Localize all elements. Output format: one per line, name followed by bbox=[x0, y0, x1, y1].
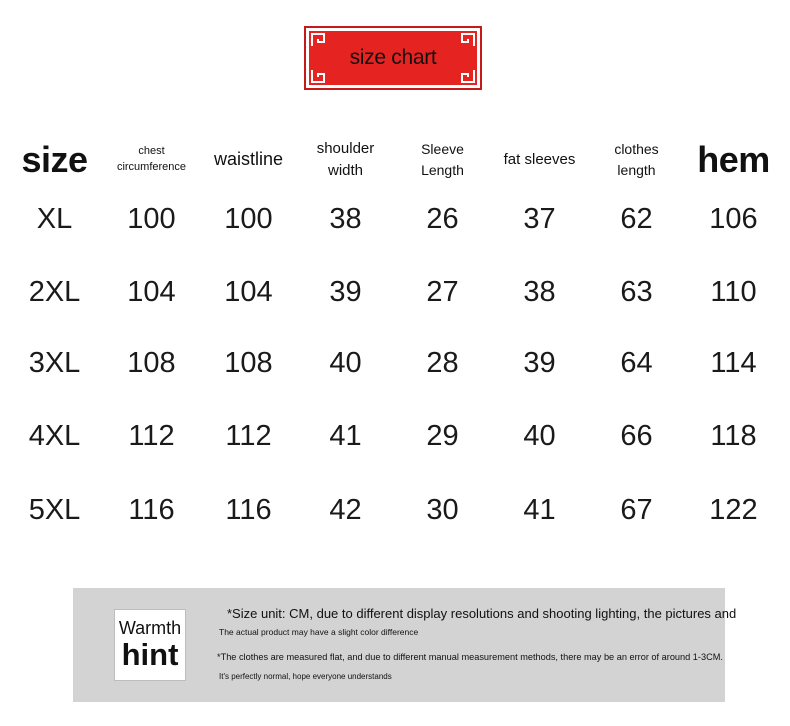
table-cell: 112 bbox=[225, 419, 272, 452]
table-row bbox=[6, 411, 782, 461]
table-cell: 2XL bbox=[28, 275, 81, 308]
table-cell: 62 bbox=[620, 202, 653, 235]
table-cell: 110 bbox=[710, 275, 757, 308]
table-cell: 27 bbox=[426, 275, 459, 308]
page-title: size chart bbox=[349, 46, 437, 69]
table-cell: XL bbox=[36, 202, 73, 235]
table-cell: 100 bbox=[224, 202, 273, 235]
header-shoulder bbox=[297, 128, 394, 192]
table-cell: 26 bbox=[426, 202, 459, 235]
table-cell: 39 bbox=[329, 275, 362, 308]
header-sleeve bbox=[394, 128, 491, 192]
header-hem: hem bbox=[697, 139, 770, 181]
header-clothes-length bbox=[588, 128, 685, 192]
table-cell: 5XL bbox=[28, 493, 81, 526]
header-sleeve-label: Sleeve Length bbox=[421, 141, 464, 178]
size-unit-note: *Size unit: CM, due to different display resolutions and shooting lighting, the pictures and bbox=[227, 606, 737, 621]
header-chest bbox=[103, 128, 200, 192]
understanding-note: It's perfectly normal, hope everyone understands bbox=[219, 672, 392, 681]
hint-label bbox=[114, 609, 186, 681]
table-cell: 108 bbox=[224, 346, 273, 379]
table-cell: 66 bbox=[620, 419, 653, 452]
header-shoulder-label: shoulder width bbox=[316, 139, 375, 179]
table-cell: 116 bbox=[225, 493, 272, 526]
table-cell: 67 bbox=[620, 493, 653, 526]
table-cell: 106 bbox=[709, 202, 758, 235]
table-cell: 116 bbox=[128, 493, 175, 526]
table-header-row bbox=[6, 128, 782, 192]
table-cell: 118 bbox=[710, 419, 757, 452]
table-cell: 40 bbox=[329, 346, 362, 379]
table-cell: 122 bbox=[709, 493, 758, 526]
title-banner bbox=[304, 26, 482, 90]
table-cell: 104 bbox=[224, 275, 273, 308]
table-row bbox=[6, 194, 782, 244]
table-row bbox=[6, 267, 782, 317]
header-chest-label: chest circumference bbox=[116, 145, 187, 173]
table-cell: 38 bbox=[523, 275, 556, 308]
table-cell: 29 bbox=[426, 419, 459, 452]
table-cell: 64 bbox=[620, 346, 653, 379]
hint-label-line1: Warmth bbox=[118, 617, 182, 638]
table-cell: 112 bbox=[128, 419, 175, 452]
table-cell: 114 bbox=[710, 346, 757, 379]
table-cell: 37 bbox=[523, 202, 556, 235]
header-waistline: waistline bbox=[213, 149, 284, 170]
table-cell: 38 bbox=[329, 202, 362, 235]
table-cell: 108 bbox=[127, 346, 176, 379]
table-cell: 100 bbox=[127, 202, 176, 235]
table-row bbox=[6, 338, 782, 388]
header-fat-sleeves: fat sleeves bbox=[503, 150, 576, 168]
color-difference-note: The actual product may have a slight color difference bbox=[219, 627, 419, 637]
table-cell: 39 bbox=[523, 346, 556, 379]
table-cell: 28 bbox=[426, 346, 459, 379]
table-row bbox=[6, 485, 782, 535]
table-cell: 30 bbox=[426, 493, 459, 526]
table-cell: 41 bbox=[523, 493, 556, 526]
table-cell: 4XL bbox=[28, 419, 81, 452]
table-cell: 40 bbox=[523, 419, 556, 452]
table-cell: 63 bbox=[620, 275, 653, 308]
header-size: size bbox=[21, 139, 88, 181]
table-cell: 42 bbox=[329, 493, 362, 526]
table-cell: 41 bbox=[329, 419, 362, 452]
table-cell: 3XL bbox=[28, 346, 81, 379]
hint-label-line2: hint bbox=[121, 636, 179, 672]
warmth-hint-box bbox=[73, 588, 737, 702]
measurement-note: *The clothes are measured flat, and due to different manual measurement methods, there may be an error of around 1-3CM. bbox=[217, 652, 723, 662]
table-cell: 104 bbox=[127, 275, 176, 308]
header-clothes-length-label: clothes length bbox=[614, 141, 659, 178]
